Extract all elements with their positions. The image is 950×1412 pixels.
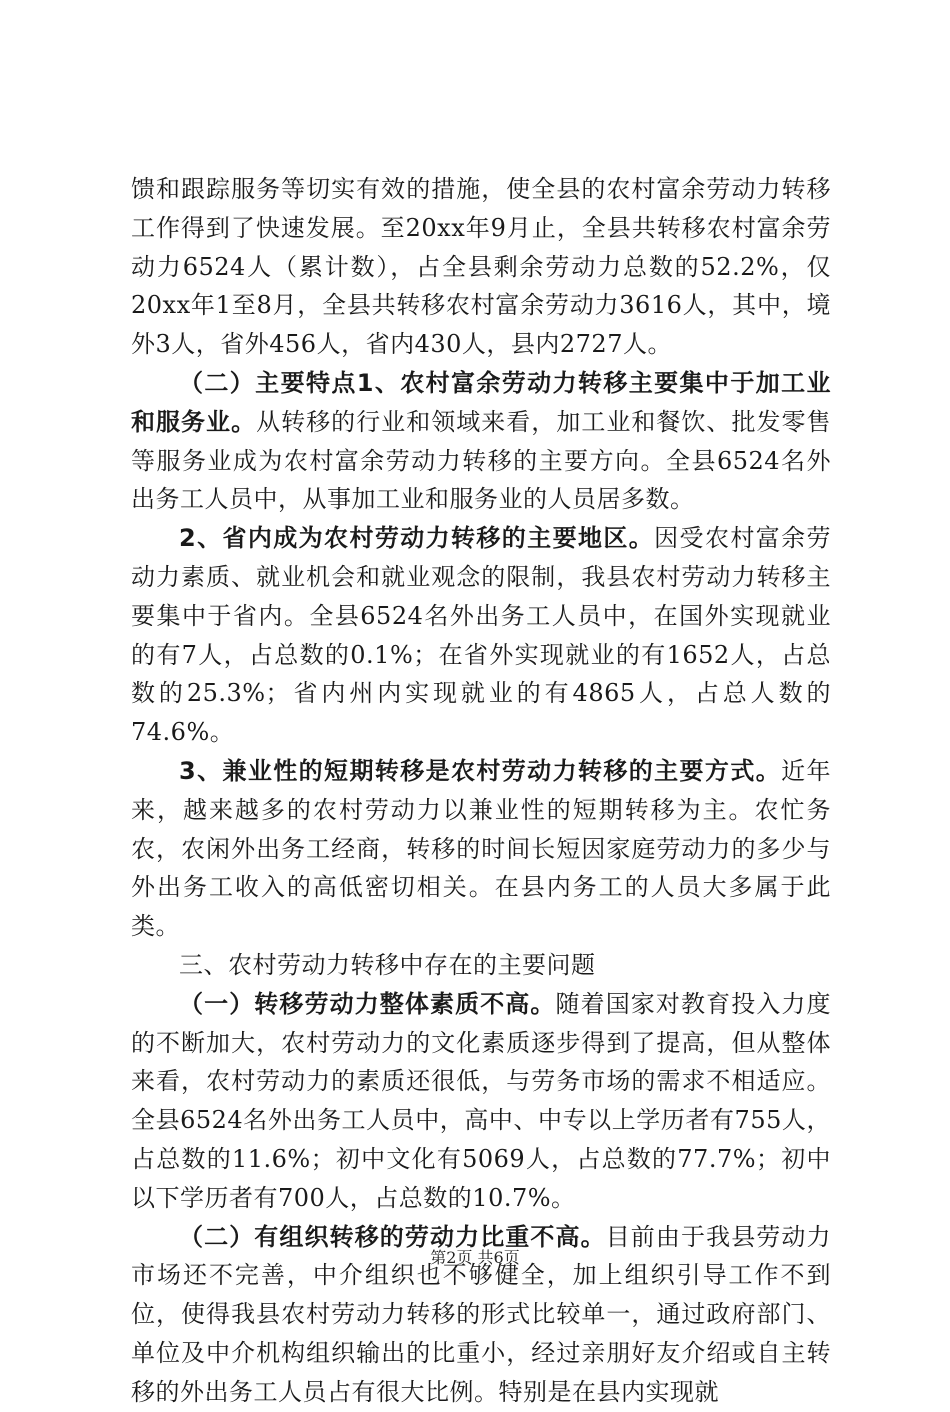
document-body: [131, 170, 831, 1412]
paragraph-heading: （二）有组织转移的劳动力比重不高。: [179, 1222, 606, 1251]
paragraph-text: 近年来，越来越多的农村劳动力以兼业性的短期转移为主。农忙务农，农闲外出务工经商，转移的时间长短因家庭劳动力的多少与外出务工收入的高低密切相关。在县内务工的人员大多属于此类。: [131, 756, 832, 941]
page-footer: [0, 1245, 950, 1268]
paragraph-text: 因受农村富余劳动力素质、就业机会和就业观念的限制，我县农村劳动力转移主要集中于省内。全县6524名外出务工人员中，在国外实现就业的有7人，占总数的0.1%；在省外实现就业的有1652人，占总数的25.3%；省内州内实现就业的有4865人，占总人数的74.6%。: [131, 524, 832, 747]
paragraph-main-features: [131, 364, 831, 519]
paragraph-text: 目前由于我县劳动力市场还不完善，中介组织也不够健全，加上组织引导工作不到位，使得我县农村劳动力转移的形式比较单一，通过政府部门、单位及中介机构组织输出的比重小，经过亲朋好友介绍或自主转移的外出务工人员占有很大比例。特别是在县内实现就: [131, 1222, 832, 1406]
paragraph-short-term: [131, 752, 831, 946]
paragraph-province-region: [131, 519, 831, 752]
paragraph-heading: 2、省内成为农村劳动力转移的主要地区。: [179, 524, 655, 553]
paragraph-heading: 3、兼业性的短期转移是农村劳动力转移的主要方式。: [179, 756, 782, 785]
section-title: 三、农村劳动力转移中存在的主要问题: [179, 950, 596, 979]
paragraph-text: 馈和跟踪服务等切实有效的措施，使全县的农村富余劳动力转移工作得到了快速发展。至20xx年9月止，全县共转移农村富余劳动力6524人（累计数），占全县剩余劳动力总数的52.2%，仅20xx年1至8月，全县共转移农村富余劳动力3616人，其中，境外3人，省外456人，省内430人，县内2727人。: [131, 175, 831, 359]
page-number: 第2页 共6页: [430, 1248, 520, 1267]
section-heading: [131, 946, 831, 985]
paragraph-heading: （二）主要特点1、农村富余劳动力转移主要集中于加工业和服务业。: [131, 368, 831, 436]
paragraph-text: 从转移的行业和领域来看，加工业和餐饮、批发零售等服务业成为农村富余劳动力转移的主要方向。全县6524名外出务工人员中，从事加工业和服务业的人员居多数。: [131, 407, 831, 514]
paragraph-text: 随着国家对教育投入力度的不断加大，农村劳动力的文化素质逐步得到了提高，但从整体来看，农村劳动力的素质还很低，与劳务市场的需求不相适应。全县6524名外出务工人员中，高中、中专以上学历者有755人，占总数的11.6%；初中文化有5069人，占总数的77.7%；初中以下学历者有700人，占总数的10.7%。: [131, 989, 831, 1212]
paragraph-continuation: [131, 170, 831, 364]
paragraph-quality: [131, 985, 831, 1218]
paragraph-heading: （一）转移劳动力整体素质不高。: [179, 989, 556, 1018]
